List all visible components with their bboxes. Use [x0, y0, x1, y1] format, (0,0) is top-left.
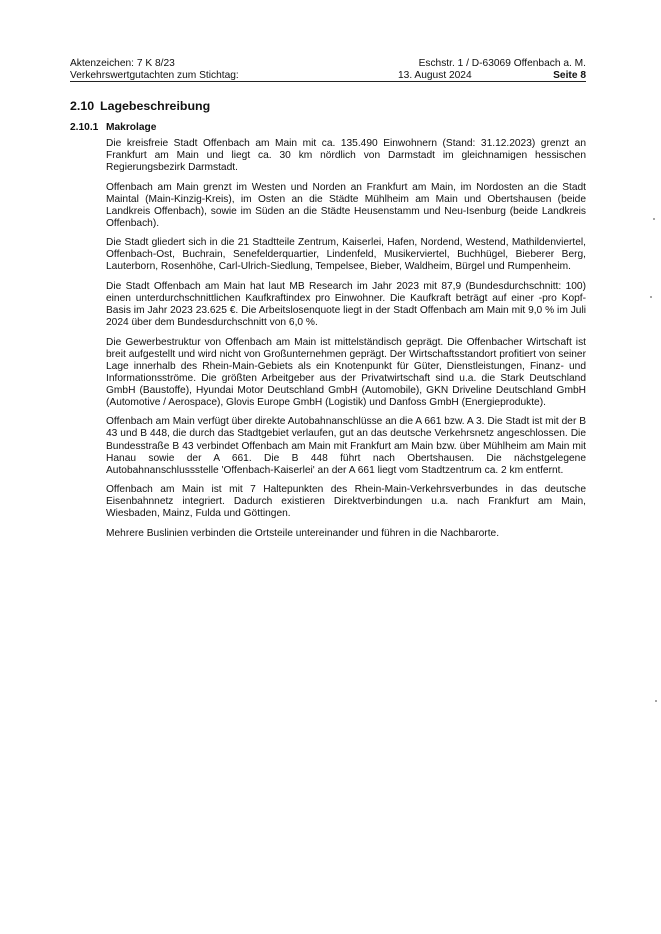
case-reference: Aktenzeichen: 7 K 8/23: [70, 58, 175, 69]
scan-speck: [650, 296, 652, 298]
paragraph: Die Gewerbestruktur von Offenbach am Main ist mittelständisch geprägt. Die Offenbacher Wirtschaft ist breit aufgestellt und wird nicht von Großunternehmen geprägt. Der Wirtschaftsstandort profitiert von seiner Lage innerhalb des Rhein-Main-Gebiets als ein Knotenpunkt für Güter, Dienstleistungen, Finanz- und Informationsströme. Die größten Arbeitgeber aus der Privatwirtschaft sind u.a. die Stark Deutschland GmbH (Baustoffe), Hyundai Motor Deutschland GmbH (Automobile), GKN Driveline Deutschland GmbH (Automotive / Aerospace), Glovis Europe GmbH (Logistik) und Danfoss GmbH (Energieprodukte).: [106, 336, 586, 408]
page-number: Seite 8: [553, 70, 586, 81]
paragraph: Offenbach am Main grenzt im Westen und Norden an Frankfurt am Main, im Nordosten an die Stadt Maintal (Main-Kinzig-Kreis), im Osten an die Städte Mühlheim am Main und Obertshausen (beide Landkreis Offenbach), sowie im Süden an die Städte Heusenstamm und Neu-Isenburg (beide Landkreis Offenbach).: [106, 181, 586, 229]
document-type: Verkehrswertgutachten zum Stichtag:: [70, 70, 239, 81]
subsection-number: 2.10.1: [70, 122, 99, 133]
section-heading: [70, 99, 210, 113]
scan-speck: [653, 218, 655, 220]
subsection-heading: [70, 122, 156, 133]
header-row-1: [70, 58, 586, 70]
subsection-title: Makrolage: [106, 122, 157, 133]
paragraph: Offenbach am Main ist mit 7 Haltepunkten des Rhein-Main-Verkehrsverbundes in das deutsche Eisenbahnnetz integriert. Dadurch existieren Direktverbindungen u.a. nach Frankfurt am Main, Wiesbaden, Mainz, Fulda und Göttingen.: [106, 484, 586, 520]
paragraph: Die Stadt Offenbach am Main hat laut MB Research im Jahr 2023 mit 87,9 (Bundesdurchschnitt: 100) einen unterdurchschnittlichen Kaufkraftindex pro Einwohner. Die Kaufkraft beträgt auf einer -pro Kopf-Basis im Jahr 2023 23.625 €. Die Arbeitslosenquote liegt in der Stadt Offenbach am Main mit 9,0 % im Juli 2024 über dem Bundesdurchschnitt von 6,0 %.: [106, 280, 586, 329]
paragraph: Offenbach am Main verfügt über direkte Autobahnanschlüsse an die A 661 bzw. A 3. Die Stadt ist mit der B 43 und B 448, die durch das Stadtgebiet verlaufen, gut an das deutsche Verkehrsnetz angeschlossen. Die Bundesstraße B 43 verbindet Offenbach am Main mit Frankfurt am Main bzw. über Mühlheim am Main mit Hanau sowie der A 661. Die B 448 führt nach Obertshausen. Die nächstgelegene Autobahnanschlussstelle 'Offenbach-Kaiserlei' an der A 661 liegt vom Stadtzentrum ca. 2 km entfernt.: [106, 416, 586, 476]
paragraph: Mehrere Buslinien verbinden die Ortsteile untereinander und führen in die Nachbarorte.: [106, 527, 500, 539]
body-text: [106, 138, 586, 547]
header-divider: [70, 81, 586, 82]
scan-speck: [655, 700, 657, 702]
section-title: Lagebeschreibung: [100, 99, 211, 113]
section-number: 2.10: [70, 99, 95, 113]
paragraph: Die Stadt gliedert sich in die 21 Stadtteile Zentrum, Kaiserlei, Hafen, Nordend, Westend, Mathildenviertel, Offenbach-Ost, Buchrain, Senefelderquartier, Lindenfeld, Musikerviertel, Buchhügel, Bieberer Berg, Lauterborn, Rosenhöhe, Carl-Ulrich-Siedlung, Tempelsee, Bieber, Waldheim, Bürgel und Rumpenheim.: [106, 237, 586, 273]
office-address: Eschstr. 1 / D-63069 Offenbach a. M.: [418, 58, 586, 69]
valuation-date: 13. August 2024: [398, 70, 472, 81]
paragraph: Die kreisfreie Stadt Offenbach am Main mit ca. 135.490 Einwohnern (Stand: 31.12.2023) grenzt an Frankfurt am Main und liegt ca. 30 km nördlich von Darmstadt im gleichnamigen hessischen Regierungsbezirk Darmstadt.: [106, 138, 586, 174]
